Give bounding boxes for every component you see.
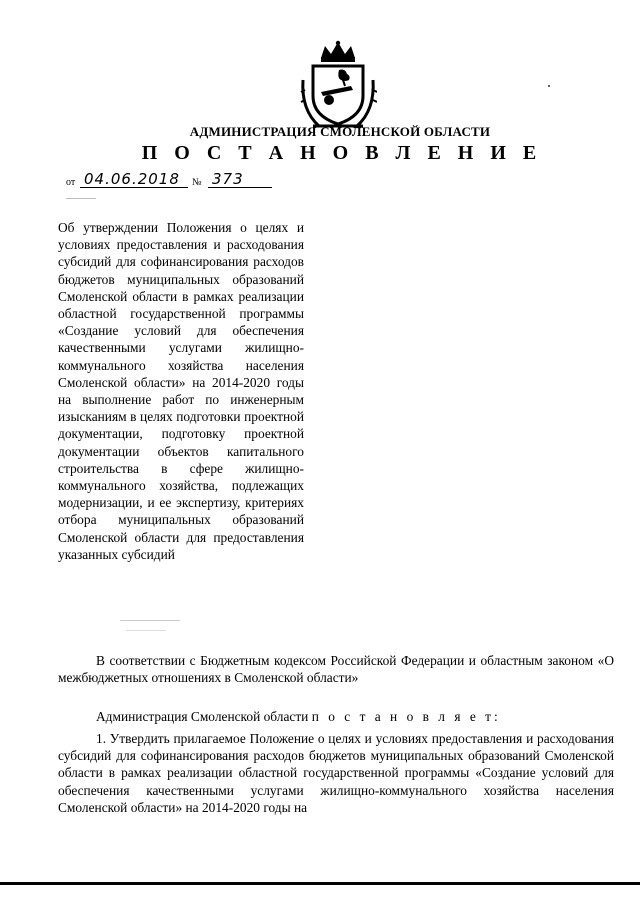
scan-speck — [126, 630, 166, 631]
preamble-paragraph: В соответствии с Бюджетным кодексом Российской Федерации и областным законом «О межбюджетных отношениях в Смоленской области» — [58, 653, 614, 686]
handwritten-date: 04.06.2018 — [84, 170, 180, 188]
document-subject: Об утверждении Положения о целях и условиях предоставления и расходования субсидий для софинансирования расходов бюджетов муниципальных образований Смоленской области в рамках реализации областной государственной программы «Создание условий для обеспечения качественными услугами жилищно-коммунального хозяйства населения Смоленской области» на 2014-2020 годы на выполнение работ по инженерным изысканиям в целях подготовки проектной документации, подготовку проектной документации объектов капитального строительства в сфере жилищно-коммунального хозяйства, подлежащих модернизации, и ее экспертизу, критериях отбора муниципальных образований Смоленской области для предоставления указанных субсидий — [58, 220, 304, 562]
coat-of-arms-emblem — [299, 40, 377, 128]
scan-speck — [120, 620, 180, 621]
organization-title: АДМИНИСТРАЦИЯ СМОЛЕНСКОЙ ОБЛАСТИ — [189, 124, 491, 139]
resolves-subject: Администрация Смоленской области — [96, 709, 309, 724]
number-label: № — [192, 177, 202, 188]
handwritten-number: 373 — [212, 170, 244, 188]
scan-bottom-edge — [0, 882, 640, 885]
resolves-line — [58, 708, 614, 725]
document-type-title: П О С Т А Н О В Л Е Н И Е — [141, 142, 543, 164]
date-number-line — [66, 170, 286, 190]
resolves-verb: п о с т а н о в л я е т: — [311, 709, 501, 724]
scan-speck — [548, 85, 550, 87]
date-from-label: от — [66, 177, 76, 188]
clause-1-paragraph: 1. Утвердить прилагаемое Положение о целях и условиях предоставления и расходования субсидий для софинансирования расходов бюджетов муниципальных образований Смоленской области в рамках реализации областной государственной программы «Создание условий для обеспечения качественными услугами жилищно-коммунального хозяйства населения Смоленской области» на 2014-2020 годы на — [58, 731, 614, 815]
scan-speck — [66, 198, 96, 199]
